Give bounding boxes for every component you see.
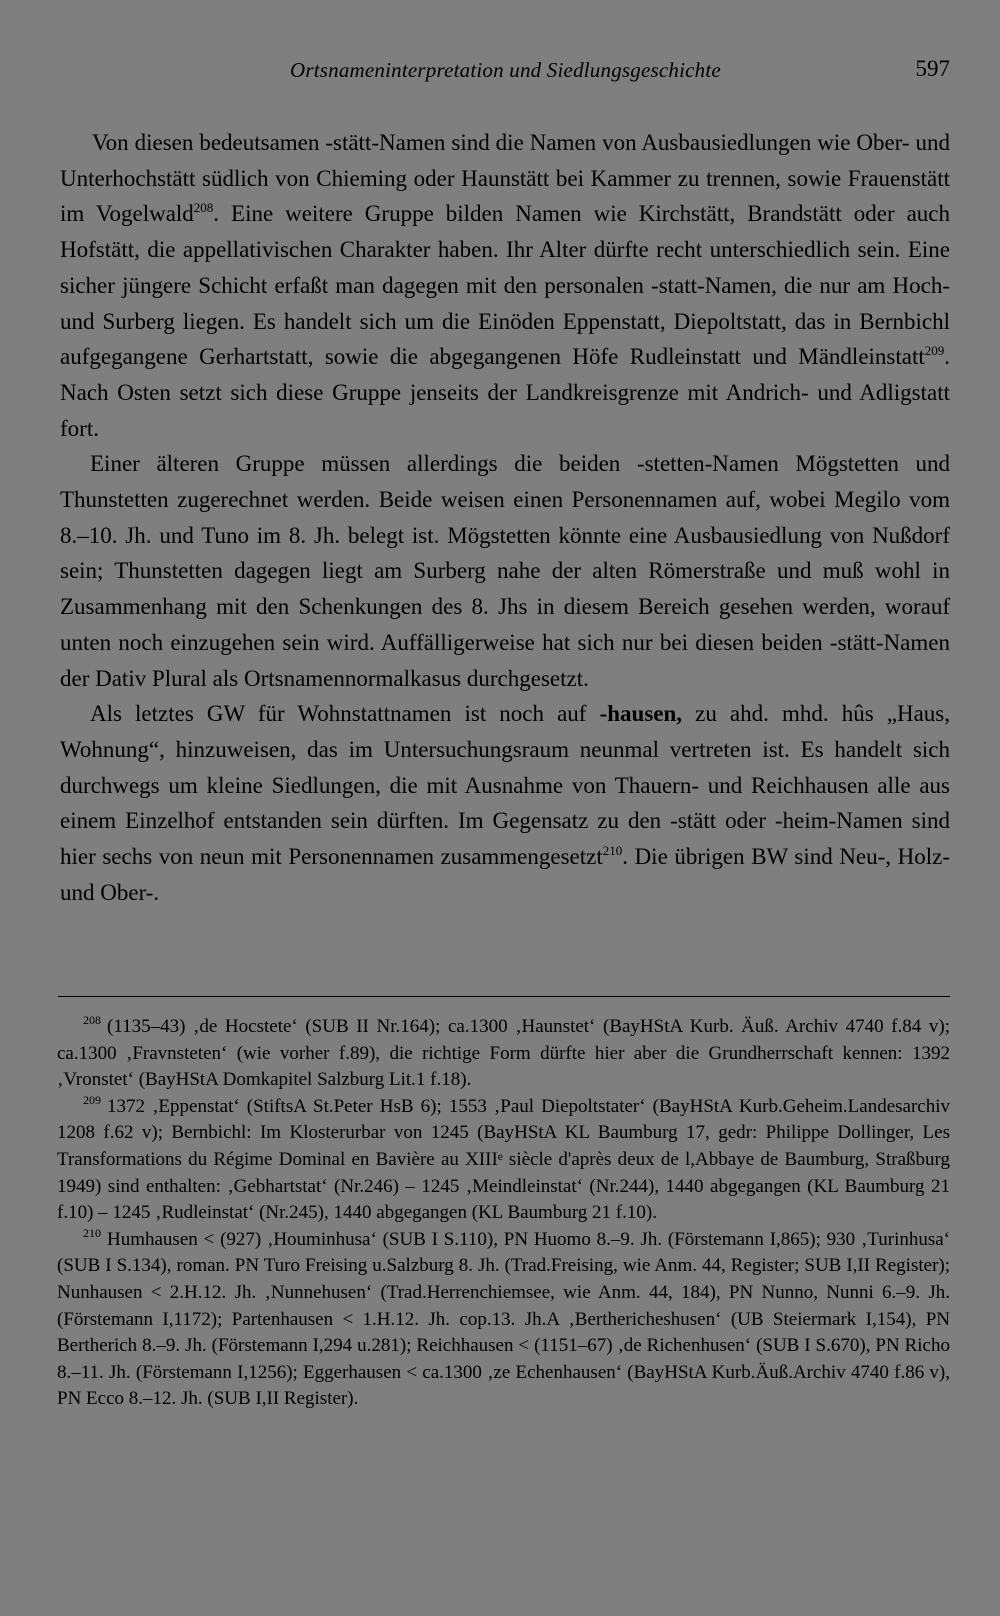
footnote-text: (1135–43) ‚de Hocstete‘ (SUB II Nr.164); ca.1300 ‚Haunstet‘ (BayHStA Kurb. Äuß. Archiv 4740 f.84 v); ca.1300 ‚Fravnsteten‘ (wie vorher f.89), die richtige Form dürfte hier aber die Grundherrschaft kennen: 1392 ‚Vronstet‘ (BayHStA Domkapitel Salzburg Lit.1 f.18). bbox=[57, 1016, 950, 1091]
page-number: 597 bbox=[915, 56, 950, 81]
paragraph-3-part-b: zu ahd. mhd. hûs „Haus, Wohnung“, hinzuweisen, das im Untersuchungsraum neunmal vertreten ist. Es handelt sich durchwegs um kleine Siedlungen, die mit Ausnahme von Thauern- und Reichhausen alle aus einem Einzelhof entstanden sein dürften. Im Gegensatz zu den -stätt oder -heim-Namen sind hier sechs von neun mit Personennamen zusammengesetzt bbox=[60, 701, 950, 870]
paragraph-1-part-a: Von diesen bedeutsamen -stätt-Namen sind die Namen von Ausbausiedlungen wie Ober- und Unterhochstätt südlich von Chieming oder Haunstätt bei Kammer zu trennen, sowie Frauenstätt im Vogelwald bbox=[60, 130, 950, 227]
footnote-text: Humhausen < (927) ‚Houminhusa‘ (SUB I S.110), PN Huomo 8.–9. Jh. (Förstemann I,865); 930 ‚Turinhusa‘ (SUB I S.134), roman. PN Turo Freising u.Salzburg 8. Jh. (Trad.Freising, wie Anm. 44, Register; SUB I,II Register); Nunhausen < 2.H.12. Jh. ‚Nunnehusen‘ (Trad.Herrenchiemsee, wie Anm. 44, 184), PN Nunno, Nunni 6.–9. Jh. (Förstemann I,1172); Partenhausen < 1.H.12. Jh. cop.13. Jh.A ‚Berthericheshusen‘ (UB Steiermark I,154), PN Bertherich 8.–9. Jh. (Förstemann I,294 u.281); Reichhausen < (1151–67) ‚de Richenhusen‘ (SUB I S.670), PN Richo 8.–11. Jh. (Förstemann I,1256); Eggerhausen < ca.1300 ‚ze Echenhausen‘ (BayHStA Kurb.Äuß.Archiv 4740 f.86 v), PN Ecco 8.–12. Jh. (SUB I,II Register). bbox=[57, 1228, 950, 1410]
paragraph-3-part-c: . Die übrigen BW sind Neu-, Holz- und Ober-. bbox=[60, 844, 950, 905]
footnote-number: 208 bbox=[83, 1013, 101, 1027]
footnote-text: 1372 ‚Eppenstat‘ (StiftsA St.Peter HsB 6); 1553 ‚Paul Diepoltstater‘ (BayHStA Kurb.Geheim.Landesarchiv 1208 f.62 v); Bernbichl: Im Klosterurbar von 1245 (BayHStA KL Baumburg 17, gedr: Philippe Dollinger, Les Transformations du Régime Dominal en Bavière au XIIIᵉ siècle d'après deux de l,Abbaye de Baumburg, Straßburg 1949) sind enthalten: ‚Gebhartstat‘ (Nr.246) – 1245 ‚Meindleinstat‘ (Nr.244), 1440 abgegangen (KL Baumburg 21 f.10) – 1245 ‚Rudleinstat‘ (Nr.245), 1440 abgegangen (KL Baumburg 21 f.10). bbox=[57, 1095, 950, 1224]
footnote-number: 210 bbox=[83, 1225, 101, 1240]
footnote-209 bbox=[57, 1094, 950, 1227]
main-text bbox=[60, 125, 950, 910]
paragraph-3-part-a: Als letztes GW für Wohnstattnamen ist noch auf bbox=[90, 701, 600, 727]
running-title: Ortsnameninterpretation und Siedlungsgeschichte bbox=[290, 58, 721, 82]
bold-term-hausen: -hausen, bbox=[599, 701, 683, 727]
footnotes bbox=[57, 1014, 950, 1413]
paragraph-3 bbox=[60, 696, 950, 910]
footnote-ref-208: 208 bbox=[193, 200, 214, 216]
footnote-210 bbox=[57, 1227, 950, 1413]
footnote-divider bbox=[58, 996, 950, 997]
footnote-number: 209 bbox=[83, 1092, 101, 1107]
paragraph-1-part-b: . Eine weitere Gruppe bilden Namen wie Kirchstätt, Brandstätt oder auch Hofstätt, die appellativischen Charakter haben. Ihr Alter dürfte recht unterschiedlich sein. Eine sicher jüngere Schicht erfaßt man dagegen mit den personalen -statt-Namen, die nur am Hoch- und Surberg liegen. Es handelt sich um die Einöden Eppenstatt, Diepoltstatt, das in Bernbichl aufgegangene Gerhartstatt, sowie die abgegangenen Höfe Rudleinstatt und Mändleinstatt bbox=[60, 201, 950, 370]
footnote-208 bbox=[57, 1014, 950, 1094]
footnote-ref-209: 209 bbox=[924, 343, 945, 359]
paragraph-2: Einer älteren Gruppe müssen allerdings die beiden -stetten-Namen Mögstetten und Thunstetten zugerechnet werden. Beide weisen einen Personennamen auf, wobei Megilo vom 8.–10. Jh. und Tuno im 8. Jh. belegt ist. Mögstetten könnte eine Ausbausiedlung von Nußdorf sein; Thunstetten dagegen liegt am Surberg nahe der alten Römerstraße und muß wohl in Zusammenhang mit den Schenkungen des 8. Jhs in diesem Bereich gesehen werden, worauf unten noch einzugehen sein wird. Auffälligerweise hat sich nur bei diesen beiden -stätt-Namen der Dativ Plural als Ortsnamennormalkasus durchgesetzt. bbox=[60, 451, 950, 691]
footnote-ref-210: 210 bbox=[602, 843, 623, 859]
running-header bbox=[60, 52, 950, 92]
paragraph-1-part-c: . Nach Osten setzt sich diese Gruppe jenseits der Landkreisgrenze mit Andrich- und Adligstatt fort. bbox=[60, 344, 950, 441]
paragraph-1 bbox=[60, 125, 950, 446]
